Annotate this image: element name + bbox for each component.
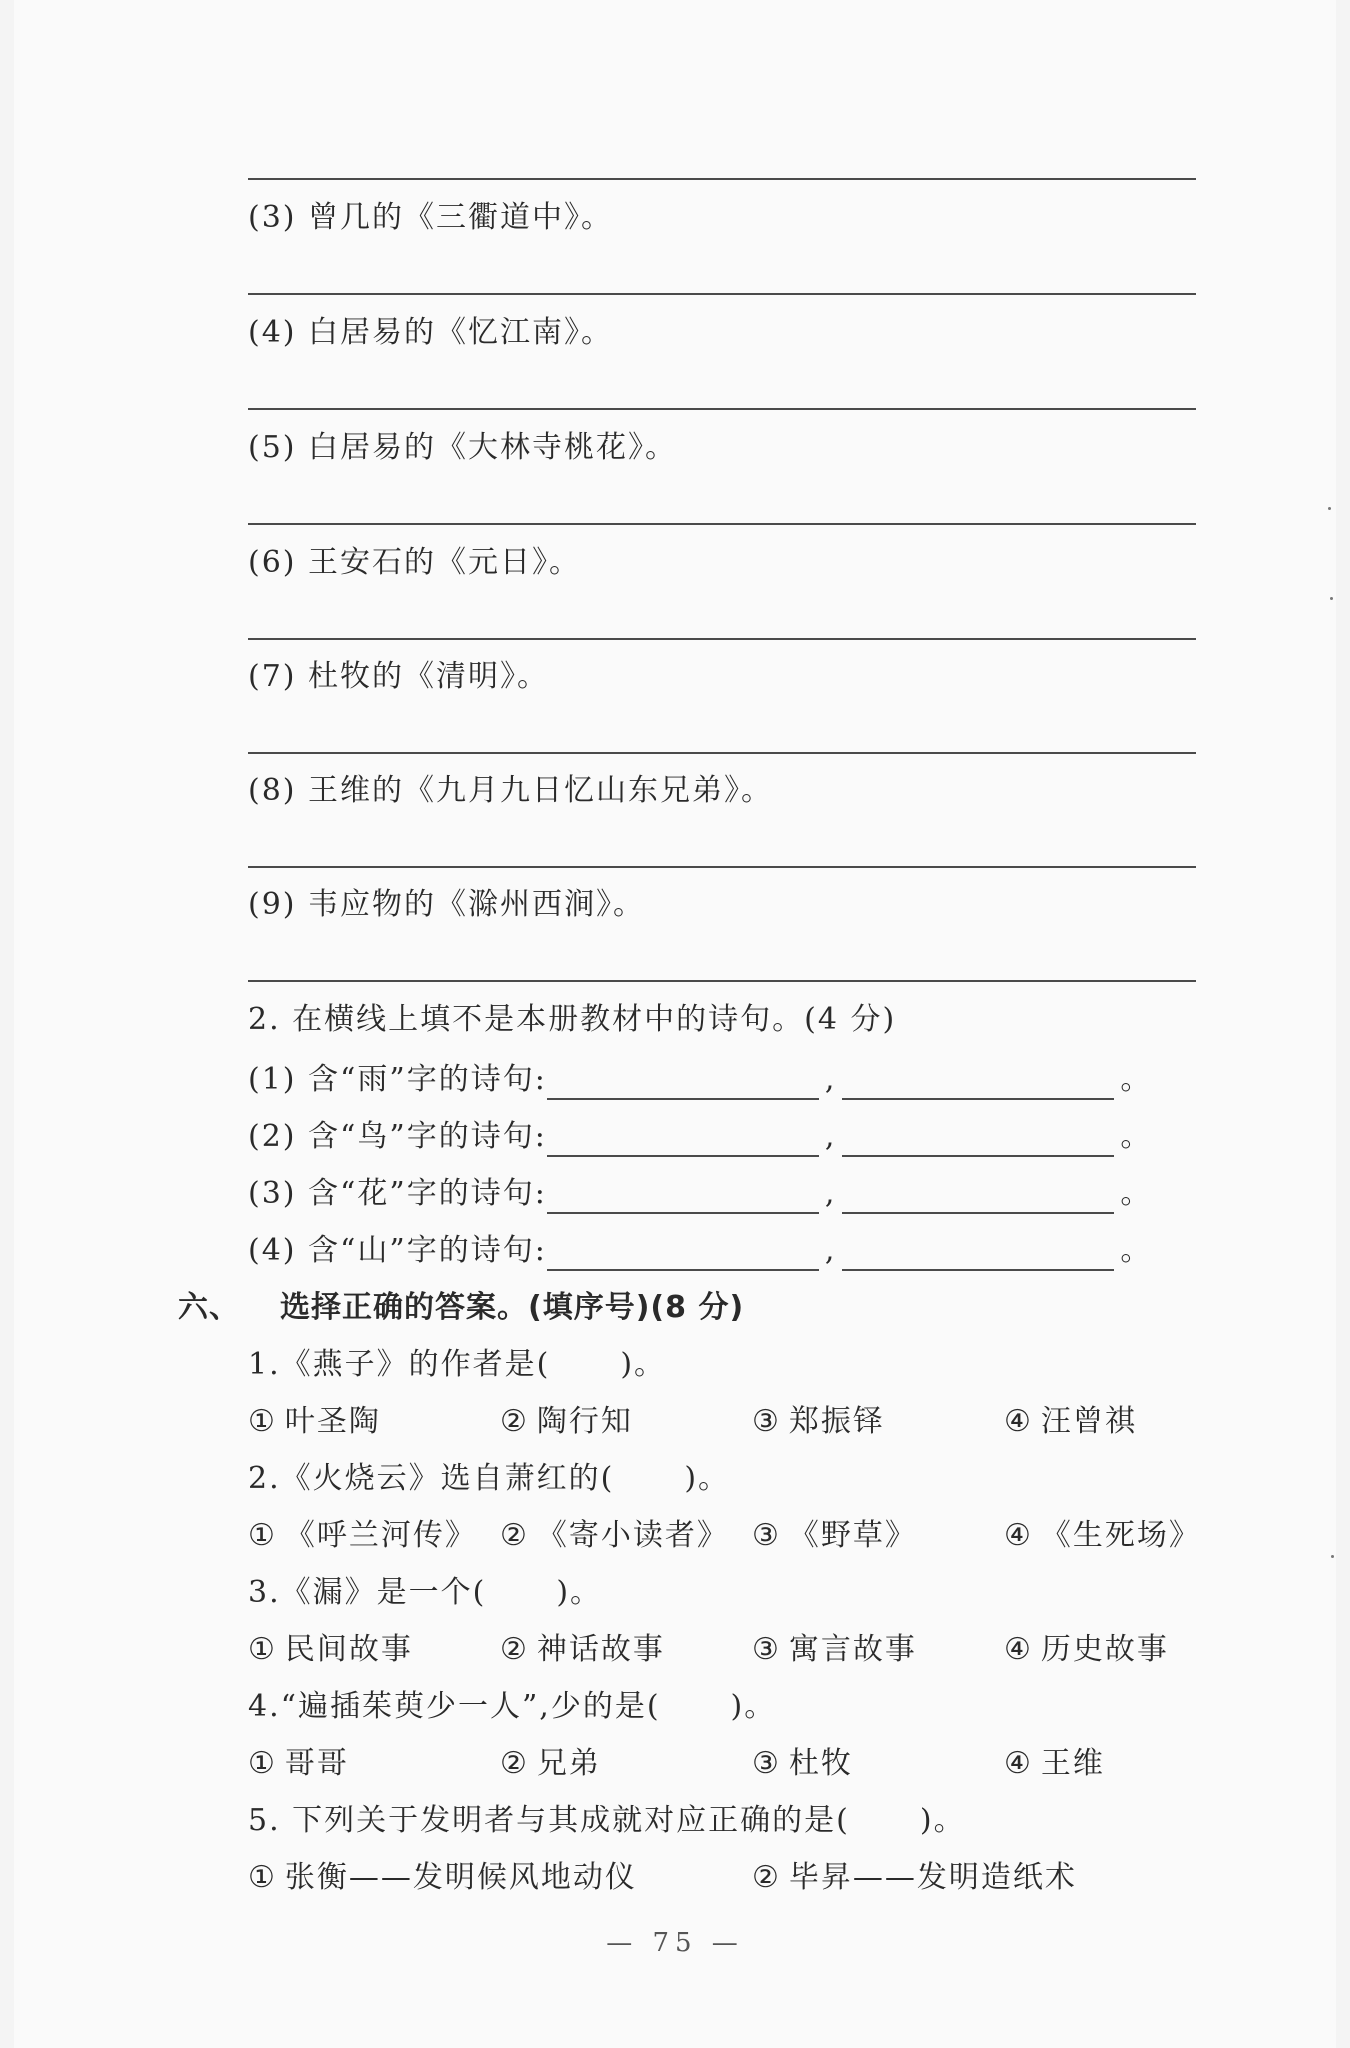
option-4[interactable]: ④ 历史故事 — [1004, 1632, 1169, 1667]
verse-item-rain — [248, 1060, 1158, 1100]
poem-item-9 — [248, 885, 645, 925]
verse-label: (3) 含“花”字的诗句: — [248, 1176, 547, 1211]
answer-line-7[interactable] — [248, 752, 1196, 754]
option-3[interactable]: ③ 杜牧 — [752, 1746, 853, 1781]
verse-blank-1a[interactable] — [547, 1068, 819, 1100]
option-3[interactable]: ③ 寓言故事 — [752, 1632, 917, 1667]
question-2-title: 2. 在横线上填不是本册教材中的诗句。(4 分) — [248, 1002, 897, 1037]
option-1[interactable]: ① 叶圣陶 — [248, 1404, 381, 1439]
option-1[interactable]: ① 张衡——发明候风地动仪 — [248, 1860, 637, 1895]
choice-question-4: 4.“遍插茱萸少一人”,少的是( )。 — [248, 1689, 777, 1724]
option-3[interactable]: ③ 郑振铎 — [752, 1404, 885, 1439]
item-number: (4) — [248, 315, 297, 350]
poem-item-5 — [248, 428, 677, 468]
choice-question-2: 2.《火烧云》选自萧红的( )。 — [248, 1461, 731, 1496]
choice-question-3: 3.《漏》是一个( )。 — [248, 1575, 603, 1610]
section-6-heading — [178, 1288, 744, 1328]
verse-label: (1) 含“雨”字的诗句: — [248, 1062, 547, 1097]
option-2[interactable]: ② 神话故事 — [500, 1632, 665, 1667]
verse-blank-2b[interactable] — [842, 1125, 1114, 1157]
poem-item-8 — [248, 771, 773, 811]
verse-blank-1b[interactable] — [842, 1068, 1114, 1100]
verse-blank-4a[interactable] — [547, 1239, 819, 1271]
answer-line-4[interactable] — [248, 408, 1196, 410]
comma: , — [824, 1119, 837, 1154]
section-number: 六、 — [178, 1290, 240, 1325]
verse-blank-4b[interactable] — [842, 1239, 1114, 1271]
answer-line-6[interactable] — [248, 638, 1196, 640]
item-number: (9) — [248, 887, 297, 922]
option-1[interactable]: ① 《呼兰河传》 — [248, 1518, 477, 1553]
verse-blank-3b[interactable] — [842, 1182, 1114, 1214]
poem-item-6 — [248, 543, 581, 583]
answer-line-2[interactable] — [248, 178, 1196, 180]
answer-line-9[interactable] — [248, 980, 1196, 982]
option-4[interactable]: ④ 汪曾祺 — [1004, 1404, 1137, 1439]
scan-speck — [1331, 1555, 1334, 1558]
comma: , — [824, 1233, 837, 1268]
item-text: 白居易的《忆江南》。 — [308, 315, 614, 350]
answer-line-5[interactable] — [248, 523, 1196, 525]
poem-item-3 — [248, 198, 613, 238]
item-text: 韦应物的《滁州西涧》。 — [308, 887, 646, 922]
scan-speck — [1328, 507, 1331, 510]
item-number: (6) — [248, 545, 297, 580]
verse-blank-3a[interactable] — [547, 1182, 819, 1214]
period: 。 — [1120, 1119, 1153, 1154]
verse-item-bird — [248, 1117, 1158, 1157]
answer-line-3[interactable] — [248, 293, 1196, 295]
verse-item-mountain — [248, 1231, 1158, 1271]
option-3[interactable]: ③ 《野草》 — [752, 1518, 917, 1553]
verse-blank-2a[interactable] — [547, 1125, 819, 1157]
poem-item-4 — [248, 313, 613, 353]
option-4[interactable]: ④ 《生死场》 — [1004, 1518, 1201, 1553]
choice-question-5: 5. 下列关于发明者与其成就对应正确的是( )。 — [248, 1803, 966, 1838]
item-text: 王安石的《元日》。 — [308, 545, 582, 580]
item-number: (3) — [248, 200, 297, 235]
option-1[interactable]: ① 民间故事 — [248, 1632, 413, 1667]
choice-question-1: 1.《燕子》的作者是( )。 — [248, 1347, 667, 1382]
item-number: (8) — [248, 773, 297, 808]
comma: , — [824, 1062, 837, 1097]
period: 。 — [1120, 1176, 1153, 1211]
page-number: — 75 — — [606, 1928, 744, 1958]
option-4[interactable]: ④ 王维 — [1004, 1746, 1105, 1781]
item-number: (7) — [248, 659, 297, 694]
scan-speck — [1330, 597, 1333, 600]
answer-line-8[interactable] — [248, 866, 1196, 868]
period: 。 — [1120, 1062, 1153, 1097]
item-text: 杜牧的《清明》。 — [308, 659, 550, 694]
section-title: 选择正确的答案。(填序号)(8 分) — [280, 1290, 745, 1325]
item-text: 白居易的《大林寺桃花》。 — [308, 430, 678, 465]
verse-label: (4) 含“山”字的诗句: — [248, 1233, 547, 1268]
comma: , — [824, 1176, 837, 1211]
item-number: (5) — [248, 430, 297, 465]
verse-label: (2) 含“鸟”字的诗句: — [248, 1119, 547, 1154]
option-1[interactable]: ① 哥哥 — [248, 1746, 349, 1781]
poem-item-7 — [248, 657, 549, 697]
option-2[interactable]: ② 兄弟 — [500, 1746, 601, 1781]
period: 。 — [1120, 1233, 1153, 1268]
verse-item-flower — [248, 1174, 1158, 1214]
item-text: 王维的《九月九日忆山东兄弟》。 — [308, 773, 774, 808]
item-text: 曾几的《三衢道中》。 — [308, 200, 614, 235]
option-2[interactable]: ② 《寄小读者》 — [500, 1518, 729, 1553]
option-2[interactable]: ② 陶行知 — [500, 1404, 633, 1439]
option-2[interactable]: ② 毕昇——发明造纸术 — [752, 1860, 1077, 1895]
